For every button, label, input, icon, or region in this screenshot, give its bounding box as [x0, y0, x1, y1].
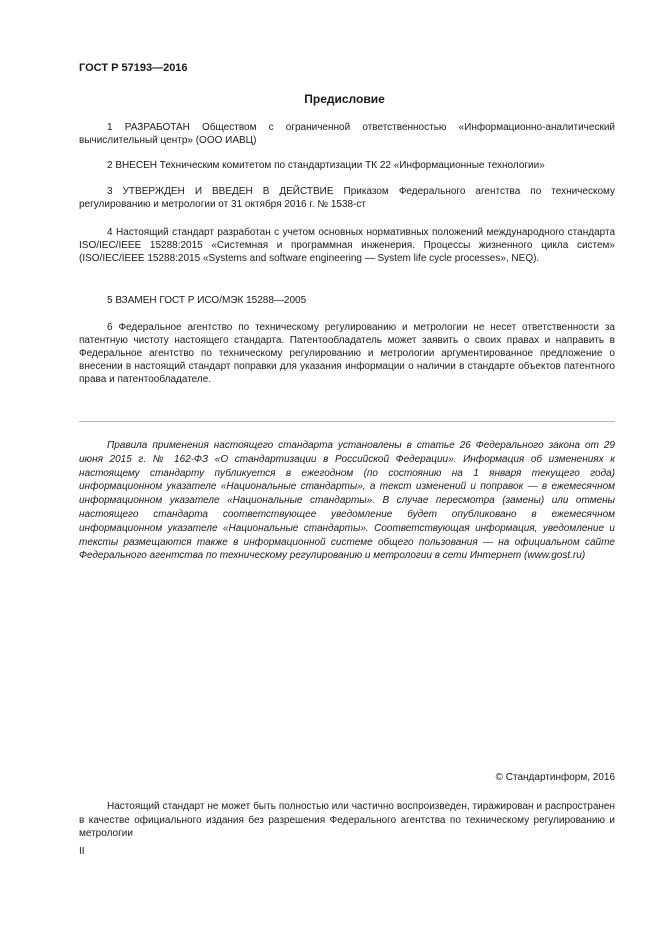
preface-paragraph-4 [79, 226, 615, 265]
page-number: II [79, 846, 85, 857]
preface-paragraph-5 [79, 294, 615, 307]
paragraph-text: 2 ВНЕСЕН Техническим комитетом по стандартизации ТК 22 «Информационные технологии» [107, 160, 545, 171]
preface-paragraph-1 [79, 121, 615, 147]
rules-of-application-note: Правила применения настоящего стандарта установлены в статье 26 Федерального закона от 29 июня 2015 г. № 162-ФЗ «О стандартизации в Российской Федерации». Информация об изменениях к настоящему стандарту публикуется в ежегодном (по состоянию на 1 января текущего года) информационном указателе «Национальные стандарты», а текст изменений и поправок — в ежемесячном информационном указателе «Национальные стандарты». В случае пересмотра (замены) или отмены настоящего стандарта соответствующее уведомление будет опубликовано в ежемесячном информационном указателе «Национальные стандарты». Соответствующая информация, уведомление и тексты размещаются также в информационной системе общего пользования — на официальном сайте Федерального агентства по техническому регулированию и метрологии в сети Интернет (www.gost.ru) [79, 440, 615, 562]
paragraph-text: 1 РАЗРАБОТАН Обществом с ограниченной ответственностью «Информационно-аналитический вычислительный центр» (ООО ИАВЦ) [79, 122, 615, 146]
preface-paragraph-6 [79, 321, 615, 386]
paragraph-text: 3 УТВЕРЖДЕН И ВВЕДЕН В ДЕЙСТВИЕ Приказом Федерального агентства по техническому регулированию и метрологии от 31 октября 2016 г. № 1538-ст [79, 186, 615, 210]
reproduction-notice: Настоящий стандарт не может быть полностью или частично воспроизведен, тиражирован и распространен в качестве официального издания без разрешения Федерального агентства по техническому регулированию и метрологии [79, 801, 615, 839]
paragraph-text: 6 Федеральное агентство по техническому регулированию и метрологии не несет ответственности за патентную чистоту настоящего стандарта. Патентообладатель может заявить о своих правах и направить в Федеральное агентство по техническому регулированию и метрологии аргументированное предложение о внесении в настоящий стандарт поправки для указания информации о наличии в стандарте объектов патентного права и патентообладателе. [79, 322, 615, 385]
paragraph-text: 4 Настоящий стандарт разработан с учетом основных нормативных положений международного стандарта ISO/IEC/IEEE 15288:2015 «Системная и программная инженерия. Процессы жизненного цикла систем» (ISO/IEC/IEEE 15288:2015 «Systems and software engineering — System life cycle processes», NEQ). [79, 227, 615, 264]
preface-paragraph-2 [79, 159, 615, 172]
preface-paragraph-3 [79, 185, 615, 211]
paragraph-text: 5 ВЗАМЕН ГОСТ Р ИСО/МЭК 15288—2005 [107, 295, 307, 306]
separator-line [79, 421, 615, 422]
document-number: ГОСТ Р 57193—2016 [79, 62, 188, 74]
preface-title: Предисловие [304, 92, 385, 106]
copyright-notice: © Стандартинформ, 2016 [495, 772, 615, 783]
